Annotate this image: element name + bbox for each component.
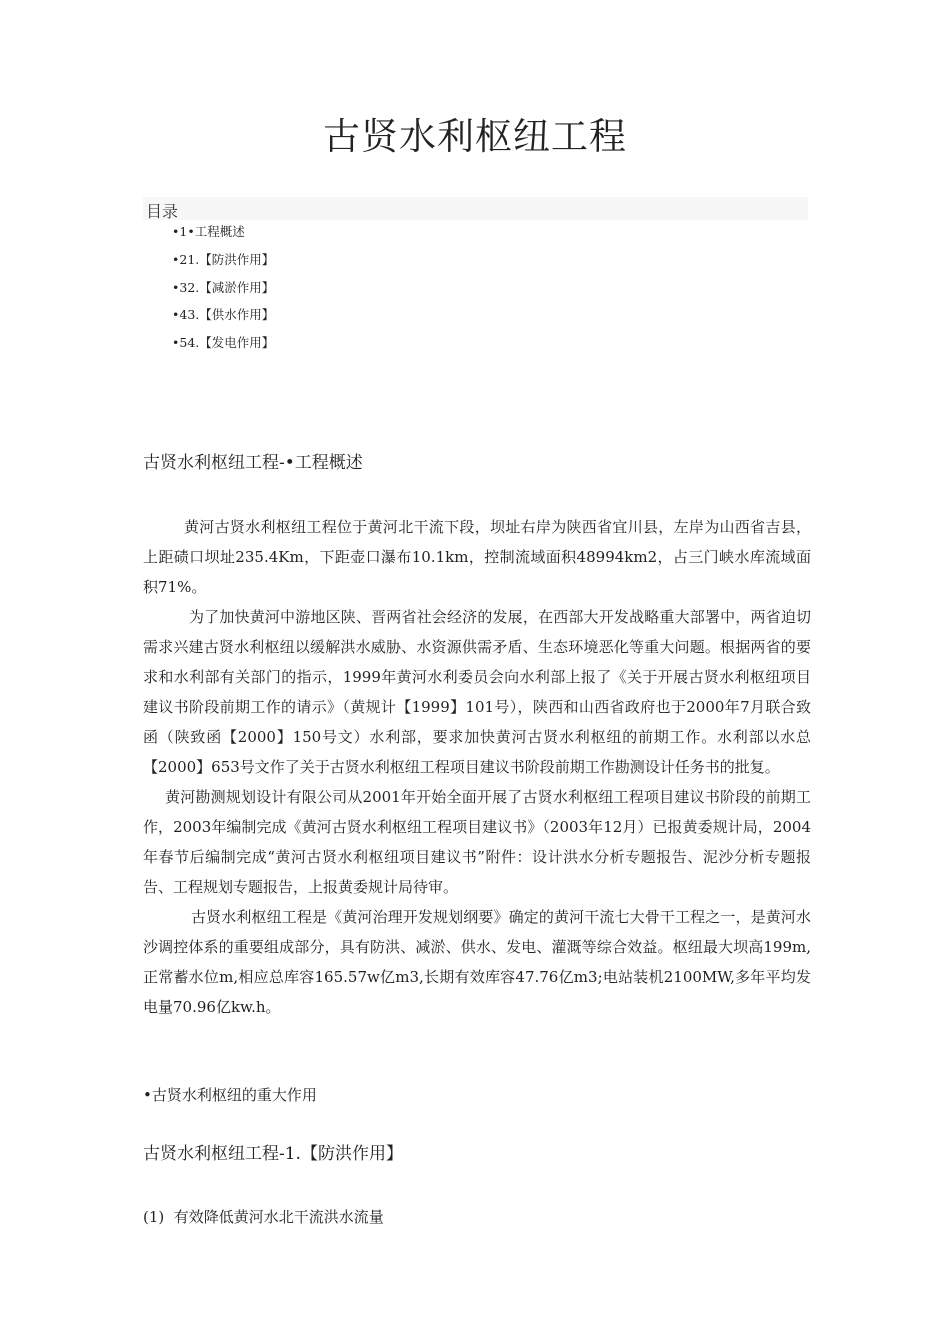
toc-list bbox=[172, 222, 274, 361]
toc-item-overview[interactable]: •1•工程概述 bbox=[172, 224, 245, 239]
major-roles-bullet: •古贤水利枢纽的重大作用 bbox=[143, 1086, 317, 1104]
paragraph-background: 为了加快黄河中游地区陕、晋两省社会经济的发展，在西部大开发战略重大部署中，两省迫切需求兴建古贤水利枢纽以缓解洪水威胁、水资源供需矛盾、生态环境恶化等重大问题。根据两省的要求和水利部有关部门的指示，1999年黄河水利委员会向水利部上报了《关于开展古贤水利枢纽项目建议书阶段前期工作的请示》（黄规计【1999】101号），陕西和山西省政府也于2000年7月联合致函（陕致函【2000】150号文）水利部，要求加快黄河古贤水利枢纽的前期工作。水利部以水总【2000】653号文作了关于古贤水利枢纽工程项目建议书阶段前期工作勘测设计任务书的批复。 bbox=[143, 608, 811, 776]
section-heading-overview: 古贤水利枢纽工程-•工程概述 bbox=[143, 453, 363, 473]
toc-header-bar bbox=[143, 197, 808, 220]
toc-item-water-supply[interactable]: •43.【供水作用】 bbox=[172, 307, 275, 323]
overview-body bbox=[143, 512, 811, 1022]
toc-item-power-generation[interactable]: •54.【发电作用】 bbox=[172, 335, 275, 351]
paragraph-preliminary-work: 黄河勘测规划设计有限公司从2001年开始全面开展了古贤水利枢纽工程项目建议书阶段的前期工作，2003年编制完成《黄河古贤水利枢纽工程项目建议书》（2003年12月）已报黄委规计局，2004年春节后编制完成“黄河古贤水利枢纽项目建议书”附件：设计洪水分析专题报告、泥沙分析专题报告、工程规划专题报告，上报黄委规计局待审。 bbox=[143, 788, 811, 896]
paragraph-project-scale: 古贤水利枢纽工程是《黄河治理开发规划纲要》确定的黄河干流七大骨干工程之一，是黄河水沙调控体系的重要组成部分，具有防洪、减淤、供水、发电、灌溉等综合效益。枢纽最大坝高199m,正常蓄水位m,相应总库容165.57w亿m3,长期有效库容47.76亿m3;电站装机2100MW,多年平均发电量70.96亿kw.h。 bbox=[143, 908, 811, 1016]
document-title: 古贤水利枢纽工程 bbox=[323, 115, 627, 158]
paragraph-location: 黄河古贤水利枢纽工程位于黄河北干流下段，坝址右岸为陕西省宜川县，左岸为山西省吉县，上距碛口坝址235.4Km，下距壶口瀑布10.1km，控制流域面积48994km2，占三门峡水库流域面积71%。 bbox=[143, 518, 811, 596]
toc-item-flood-control[interactable]: •21.【防洪作用】 bbox=[172, 251, 275, 267]
toc-item-silt-reduction[interactable]: •32.【减淤作用】 bbox=[172, 279, 275, 295]
section-heading-flood-control: 古贤水利枢纽工程-1.【防洪作用】 bbox=[143, 1144, 403, 1164]
flood-control-item-1: (1) 有效降低黄河水北干流洪水流量 bbox=[143, 1208, 384, 1226]
toc-label: 目录 bbox=[146, 202, 179, 221]
